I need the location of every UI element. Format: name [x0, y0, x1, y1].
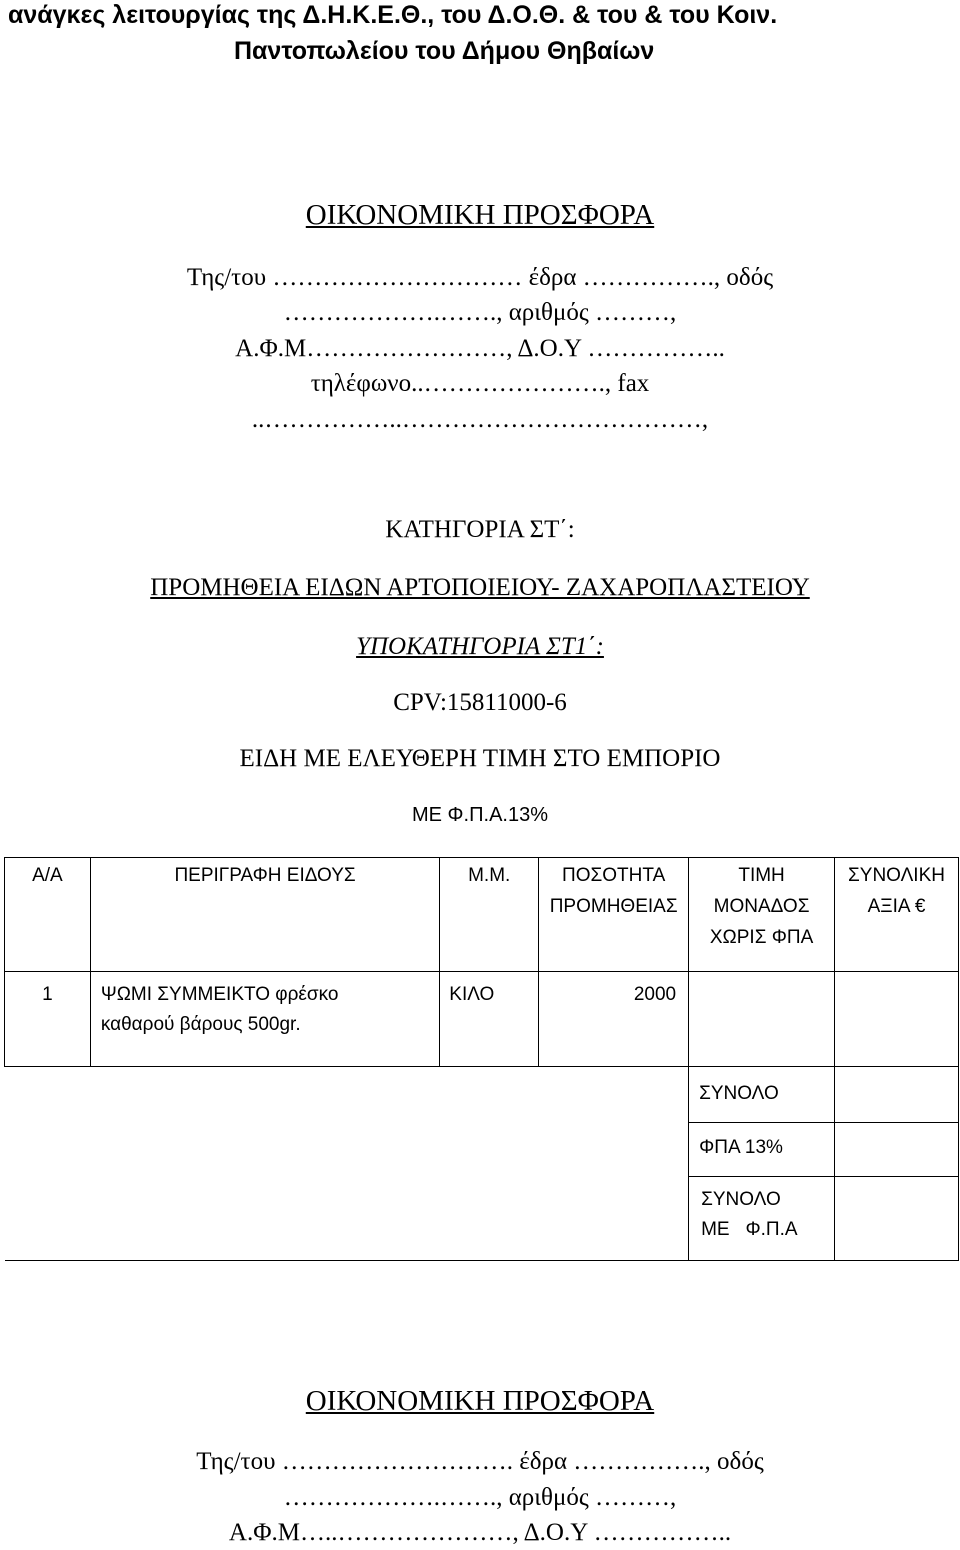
row-description: ΨΩΜΙ ΣΥΜΜΕΙΚΤΟ φρέσκο καθαρού βάρους 500gr. [90, 972, 439, 1067]
summary-row-total [5, 1067, 959, 1123]
table-row [5, 972, 959, 1067]
header-line-2: Παντοπωλείου του Δήμου Θηβαίων [234, 37, 655, 65]
row-aa: 1 [5, 972, 91, 1067]
header-unit: Μ.Μ. [440, 858, 539, 972]
row-quantity: 2000 [539, 972, 689, 1067]
row-total [835, 972, 959, 1067]
offer-line-2: ……………….……., αριθμός ………, [283, 299, 677, 326]
cpv-code: CPV:15811000-6 [393, 689, 567, 716]
category-title: ΚΑΤΗΓΟΡΙΑ ΣΤ΄: [385, 516, 575, 543]
header-total-value: ΣΥΝΟΛΙΚΗ ΑΞΙΑ € [835, 858, 959, 972]
header-line-1: ανάγκες λειτουργίας της Δ.Η.Κ.Ε.Θ., του Δ.Ο.Θ. & του & του Κοιν. [8, 1, 778, 29]
vat-rate-note: ΜΕ Φ.Π.Α.13% [412, 804, 548, 826]
offer-line-4: τηλέφωνο..…………………., fax [310, 370, 650, 397]
row-unit: ΚΙΛΟ [440, 972, 539, 1067]
header-description: ΠΕΡΙΓΡΑΦΗ ΕΙΔΟΥΣ [90, 858, 439, 972]
summary-spacer [5, 1123, 689, 1177]
summary-total-with-vat-label: ΣΥΝΟΛΟ ΜΕ Φ.Π.Α [689, 1177, 835, 1261]
items-table [4, 857, 959, 1261]
free-price-note: ΕΙΔΗ ΜΕ ΕΛΕΥΘΕΡΗ ΤΙΜΗ ΣΤΟ ΕΜΠΟΡΙΟ [239, 745, 721, 772]
offer2-line-2: ……………….……., αριθμός ………, [283, 1484, 677, 1511]
header-unit-price: ΤΙΜΗ ΜΟΝΑΔΟΣ ΧΩΡΙΣ ΦΠΑ [689, 858, 835, 972]
header-quantity: ΠΟΣΟΤΗΤΑ ΠΡΟΜΗΘΕΙΑΣ [539, 858, 689, 972]
offer2-line-3: Α.Φ.Μ…..…………………, Δ.Ο.Υ …………….. [228, 1519, 732, 1546]
offer-title-2: ΟΙΚΟΝΟΜΙΚΗ ΠΡΟΣΦΟΡΑ [305, 1385, 655, 1417]
summary-spacer [5, 1177, 689, 1261]
summary-total-with-vat-value [835, 1177, 959, 1261]
summary-row-total-with-vat [5, 1177, 959, 1261]
offer-title: ΟΙΚΟΝΟΜΙΚΗ ΠΡΟΣΦΟΡΑ [305, 199, 655, 231]
offer-line-1: Της/του ………………………… έδρα ……………., οδός [186, 264, 774, 291]
subcategory-title: ΥΠΟΚΑΤΗΓΟΡΙΑ ΣΤ1΄: [356, 633, 604, 660]
offer-line-5: ..……………..………………………………, [251, 406, 709, 433]
row-unit-price [689, 972, 835, 1067]
header-aa: Α/Α [5, 858, 91, 972]
offer-line-3: Α.Φ.Μ……………………, Δ.Ο.Υ …………….. [235, 335, 725, 362]
summary-total-label: ΣΥΝΟΛΟ [689, 1067, 835, 1123]
summary-total-value [835, 1067, 959, 1123]
summary-spacer [5, 1067, 689, 1123]
summary-row-vat [5, 1123, 959, 1177]
summary-vat-label: ΦΠΑ 13% [689, 1123, 835, 1177]
offer2-line-1: Της/του ………………………. έδρα ……………., οδός [196, 1448, 764, 1475]
summary-vat-value [835, 1123, 959, 1177]
table-header-row [5, 858, 959, 972]
category-supply: ΠΡΟΜΗΘΕΙΑ ΕΙΔΩΝ ΑΡΤΟΠΟΙΕΙΟΥ- ΖΑΧΑΡΟΠΛΑΣΤΕΙΟΥ [150, 574, 810, 601]
